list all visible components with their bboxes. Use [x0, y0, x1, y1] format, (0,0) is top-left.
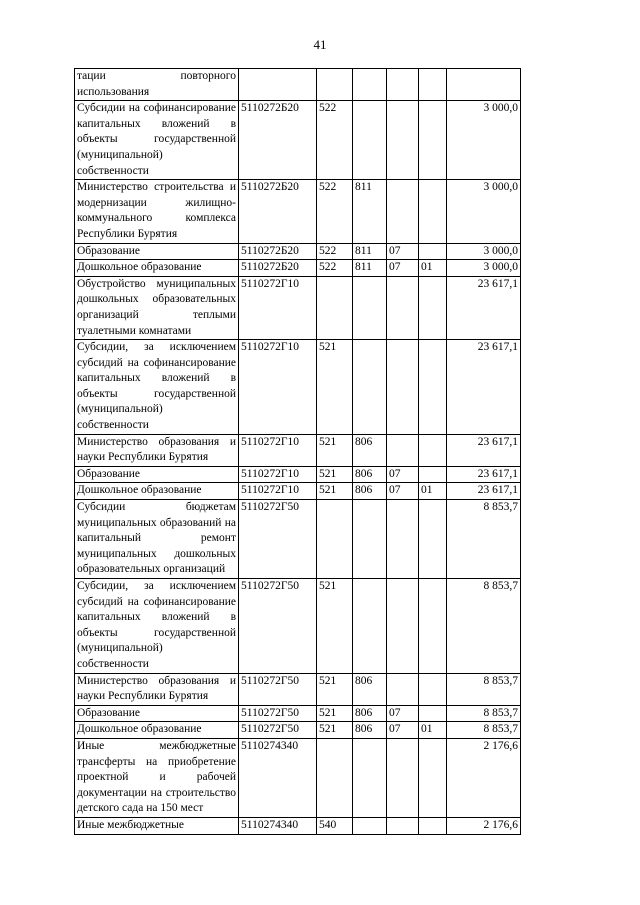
- row-name: Дошкольное образование: [75, 722, 239, 739]
- row-grbs: [353, 101, 387, 180]
- row-rz: 07: [387, 483, 419, 500]
- row-pr: [419, 500, 447, 579]
- row-rz: [387, 817, 419, 834]
- row-csr: 5110272Г50: [239, 579, 317, 674]
- row-pr: [419, 180, 447, 243]
- row-name: Министерство строительства и модернизации жилищно-коммунального комплекса Республики Бурятия: [75, 180, 239, 243]
- row-vr: 521: [317, 673, 353, 705]
- row-csr: 5110272Б20: [239, 260, 317, 277]
- row-pr: 01: [419, 483, 447, 500]
- row-csr: 5110274340: [239, 817, 317, 834]
- row-pr: [419, 738, 447, 817]
- row-vr: 522: [317, 101, 353, 180]
- row-name: Субсидии, за исключением субсидий на софинансирование капитальных вложений в объекты государственной (муниципальной) собственности: [75, 340, 239, 435]
- row-pr: [419, 817, 447, 834]
- row-rz: 07: [387, 260, 419, 277]
- row-csr: 5110272Б20: [239, 243, 317, 260]
- row-name: Обустройство муниципальных дошкольных образовательных организаций теплыми туалетными комнатами: [75, 276, 239, 339]
- row-grbs: 806: [353, 673, 387, 705]
- row-name: Министерство образования и науки Республики Бурятия: [75, 673, 239, 705]
- row-sum: 3 000,0: [447, 101, 521, 180]
- table-row: [75, 817, 521, 834]
- row-vr: 522: [317, 260, 353, 277]
- row-rz: 07: [387, 722, 419, 739]
- row-sum: 2 176,6: [447, 738, 521, 817]
- row-pr: [419, 276, 447, 339]
- table-row: [75, 579, 521, 674]
- row-grbs: [353, 817, 387, 834]
- row-rz: 07: [387, 243, 419, 260]
- row-name: тации повторного использования: [75, 69, 239, 101]
- row-pr: [419, 673, 447, 705]
- row-grbs: 811: [353, 243, 387, 260]
- row-rz: [387, 673, 419, 705]
- row-rz: [387, 276, 419, 339]
- row-vr: 522: [317, 180, 353, 243]
- row-pr: 01: [419, 260, 447, 277]
- row-csr: 5110272Г10: [239, 276, 317, 339]
- row-sum: 23 617,1: [447, 466, 521, 483]
- row-sum: 23 617,1: [447, 276, 521, 339]
- row-vr: 521: [317, 466, 353, 483]
- row-vr: [317, 69, 353, 101]
- row-rz: [387, 500, 419, 579]
- row-name: Образование: [75, 466, 239, 483]
- row-sum: 3 000,0: [447, 243, 521, 260]
- row-pr: [419, 579, 447, 674]
- row-name: Субсидии бюджетам муниципальных образований на капитальный ремонт муниципальных дошкольных образовательных организаций: [75, 500, 239, 579]
- row-name: Дошкольное образование: [75, 483, 239, 500]
- row-grbs: 811: [353, 180, 387, 243]
- row-csr: 5110272Г10: [239, 434, 317, 466]
- table-row: [75, 276, 521, 339]
- table-row: [75, 260, 521, 277]
- row-sum: 8 853,7: [447, 722, 521, 739]
- row-vr: 540: [317, 817, 353, 834]
- row-vr: [317, 500, 353, 579]
- row-sum: 23 617,1: [447, 434, 521, 466]
- row-name: Дошкольное образование: [75, 260, 239, 277]
- row-pr: [419, 340, 447, 435]
- row-pr: [419, 466, 447, 483]
- row-csr: 5110272Г50: [239, 500, 317, 579]
- row-sum: 3 000,0: [447, 260, 521, 277]
- row-sum: 8 853,7: [447, 705, 521, 722]
- row-pr: [419, 705, 447, 722]
- row-rz: [387, 738, 419, 817]
- row-csr: 5110272Г50: [239, 705, 317, 722]
- row-sum: [447, 69, 521, 101]
- row-pr: [419, 69, 447, 101]
- row-vr: 521: [317, 705, 353, 722]
- row-name: Субсидии, за исключением субсидий на софинансирование капитальных вложений в объекты государственной (муниципальной) собственности: [75, 579, 239, 674]
- table-row: [75, 483, 521, 500]
- table-row: [75, 243, 521, 260]
- row-grbs: 806: [353, 483, 387, 500]
- row-name: Иные межбюджетные: [75, 817, 239, 834]
- row-name: Образование: [75, 243, 239, 260]
- table-row: [75, 434, 521, 466]
- row-vr: 521: [317, 579, 353, 674]
- row-rz: [387, 434, 419, 466]
- row-vr: 522: [317, 243, 353, 260]
- row-csr: 5110272Г50: [239, 673, 317, 705]
- table-row: [75, 738, 521, 817]
- budget-table-body: [75, 69, 521, 835]
- row-grbs: [353, 579, 387, 674]
- row-name: Министерство образования и науки Республики Бурятия: [75, 434, 239, 466]
- row-pr: [419, 434, 447, 466]
- row-sum: 8 853,7: [447, 673, 521, 705]
- row-name: Образование: [75, 705, 239, 722]
- row-vr: [317, 276, 353, 339]
- row-sum: 2 176,6: [447, 817, 521, 834]
- row-csr: 5110272Б20: [239, 101, 317, 180]
- row-grbs: [353, 500, 387, 579]
- table-row: [75, 466, 521, 483]
- row-grbs: [353, 69, 387, 101]
- row-vr: 521: [317, 722, 353, 739]
- row-rz: [387, 579, 419, 674]
- row-name: Субсидии на софинансирование капитальных вложений в объекты государственной (муниципальной) собственности: [75, 101, 239, 180]
- table-row: [75, 500, 521, 579]
- row-pr: [419, 101, 447, 180]
- row-csr: 5110274340: [239, 738, 317, 817]
- row-sum: 8 853,7: [447, 579, 521, 674]
- row-vr: [317, 738, 353, 817]
- row-rz: [387, 69, 419, 101]
- row-grbs: [353, 738, 387, 817]
- row-grbs: 806: [353, 722, 387, 739]
- row-grbs: 811: [353, 260, 387, 277]
- row-vr: 521: [317, 340, 353, 435]
- row-vr: 521: [317, 483, 353, 500]
- row-csr: 5110272Б20: [239, 180, 317, 243]
- row-csr: 5110272Г10: [239, 340, 317, 435]
- table-row: [75, 722, 521, 739]
- table-row: [75, 101, 521, 180]
- row-csr: 5110272Г50: [239, 722, 317, 739]
- row-rz: [387, 180, 419, 243]
- row-csr: 5110272Г10: [239, 483, 317, 500]
- page-number: 41: [313, 37, 327, 52]
- row-sum: 23 617,1: [447, 483, 521, 500]
- table-row: [75, 705, 521, 722]
- row-sum: 3 000,0: [447, 180, 521, 243]
- row-rz: 07: [387, 466, 419, 483]
- row-rz: [387, 101, 419, 180]
- table-row: [75, 69, 521, 101]
- row-grbs: [353, 276, 387, 339]
- row-grbs: 806: [353, 466, 387, 483]
- row-grbs: [353, 340, 387, 435]
- table-row: [75, 673, 521, 705]
- row-name: Иные межбюджетные трансферты на приобретение проектной и рабочей документации на строительство детского сада на 150 мест: [75, 738, 239, 817]
- row-rz: [387, 340, 419, 435]
- row-sum: 23 617,1: [447, 340, 521, 435]
- row-pr: 01: [419, 722, 447, 739]
- row-rz: 07: [387, 705, 419, 722]
- row-grbs: 806: [353, 434, 387, 466]
- table-row: [75, 180, 521, 243]
- row-grbs: 806: [353, 705, 387, 722]
- budget-table: [74, 68, 521, 835]
- table-row: [75, 340, 521, 435]
- row-sum: 8 853,7: [447, 500, 521, 579]
- row-pr: [419, 243, 447, 260]
- row-csr: [239, 69, 317, 101]
- row-csr: 5110272Г10: [239, 466, 317, 483]
- row-vr: 521: [317, 434, 353, 466]
